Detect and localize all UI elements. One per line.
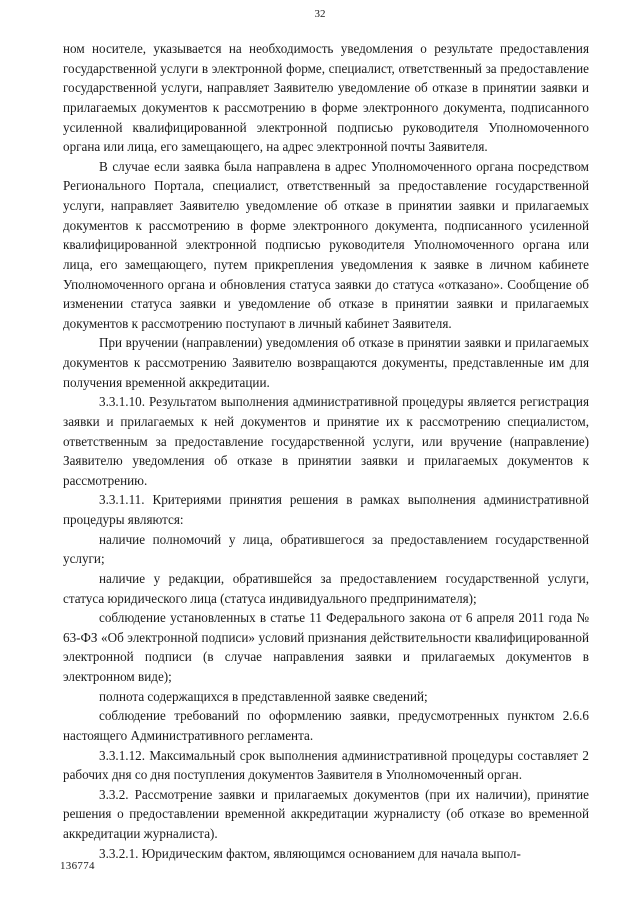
paragraph-p13: 3.3.2.1. Юридическим фактом, являющимся основанием для начала выпол- [99, 845, 521, 861]
paragraph-p08: соблюдение установленных в статье 11 Федерального закона от 6 апреля 2011 года № 63-ФЗ «Об электронной подписи» условий признания действительности квалифицированной электронной подписи (в случае направления заявки и прилагаемых документов в электронном виде); [63, 610, 589, 684]
paragraph-p02: В случае если заявка была направлена в адрес Уполномоченного органа посредством Регионального Портала, специалист, ответственный за предоставление государственной услуги, направляет Заявителю уведомление об отказе в принятии заявки и прилагаемых документов к рассмотрению в форме электронного документа, подписанного усиленной квалифицированной электронной подписью руководителя Уполномоченного органа или лица, его замещающего, путем прикрепления уведомления к заявке в личном кабинете Уполномоченного органа и обновления статуса заявки до статуса «отказано». Сообщение об изменении статуса заявки и уведомление об отказе в принятии заявки и прилагаемых документов к рассмотрению поступают в личный кабинет Заявителя. [63, 158, 589, 331]
paragraph-p05: 3.3.1.11. Критериями принятия решения в рамках выполнения административной процедуры являются: [63, 492, 589, 527]
paragraph-p11: 3.3.1.12. Максимальный срок выполнения административной процедуры составляет 2 рабочих дня со дня поступления документов Заявителя в Уполномоченный орган. [63, 747, 589, 783]
paragraph-p10: соблюдение требований по оформлению заявки, предусмотренных пунктом 2.6.6 настоящего Административного регламента. [63, 708, 589, 743]
paragraph-p04: 3.3.1.10. Результатом выполнения административной процедуры является регистрация заявки и прилагаемых к ней документов и принятие их к рассмотрению специалистом, ответственным за предоставление государственной услуги, или вручение (направление) Заявителю уведомления об отказе в принятии заявки и прилагаемых документов к рассмотрению. [63, 394, 589, 488]
paragraph-p07: наличие у редакции, обратившейся за предоставлением государственной услуги, статуса юридического лица (статуса индивидуального предпринимателя); [63, 570, 589, 606]
document-code: 136774 [60, 860, 95, 872]
page-number: 32 [314, 8, 326, 20]
document-body [63, 39, 589, 863]
paragraph-p03: При вручении (направлении) уведомления об отказе в принятии заявки и прилагаемых документов к рассмотрению Заявителю возвращаются документы, представленные им для получения временной аккредитации. [63, 335, 589, 390]
paragraph-p01: ном носителе, указывается на необходимость уведомления о результате предоставления государственной услуги в электронной форме, специалист, ответственный за предоставление государственной услуги, направляет Заявителю уведомление об отказе в принятии заявки и прилагаемых документов к рассмотрению в форме электронного документа, подписанного усиленной квалифицированной электронной подписью руководителя Уполномоченного органа или лица, его замещающего, на адрес электронной почты Заявителя. [63, 41, 589, 155]
paragraph-p09: полнота содержащихся в представленной заявке сведений; [99, 688, 428, 704]
paragraph-p12: 3.3.2. Рассмотрение заявки и прилагаемых документов (при их наличии), принятие решения о предоставлении временной аккредитации журналисту (об отказе во временной аккредитации журналиста). [63, 786, 589, 841]
paragraph-p06: наличие полномочий у лица, обратившегося за предоставлением государственной услуги; [63, 531, 589, 567]
